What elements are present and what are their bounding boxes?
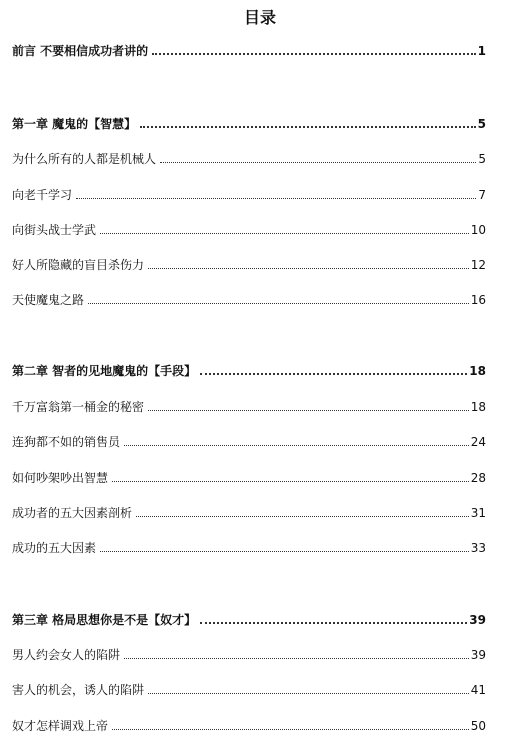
toc-entry-label: 为什么所有的人都是机械人	[12, 152, 157, 166]
toc-entry[interactable]	[12, 255, 486, 273]
toc-entry[interactable]	[12, 114, 486, 132]
toc-entry[interactable]	[12, 503, 486, 521]
toc-entry-page: 41	[470, 683, 486, 697]
toc-entry-page: 18	[470, 400, 486, 414]
toc-entry[interactable]	[12, 610, 486, 628]
toc-entry-page: 39	[469, 613, 486, 627]
dot-leader	[112, 481, 469, 482]
dot-leader	[112, 729, 469, 730]
toc-entry-page: 24	[470, 435, 486, 449]
toc-entry-page: 39	[470, 648, 486, 662]
dot-leader	[140, 126, 475, 128]
dot-leader	[200, 373, 467, 375]
dot-leader	[100, 551, 469, 552]
toc-entry-label: 第一章 魔鬼的【智慧】	[12, 117, 137, 131]
dot-leader	[100, 233, 469, 234]
toc-entry[interactable]	[12, 432, 486, 450]
toc-entry-page: 5	[478, 152, 486, 166]
toc-entry-label: 男人约会女人的陷阱	[12, 648, 121, 662]
toc-entry[interactable]	[12, 41, 486, 59]
toc-entry-label: 奴才怎样调戏上帝	[12, 719, 109, 733]
toc-entry[interactable]	[12, 397, 486, 415]
toc-entry-page: 10	[470, 223, 486, 237]
toc-entry-label: 第三章 格局思想你是不是【奴才】	[12, 613, 197, 627]
dot-leader	[148, 410, 469, 411]
toc-entry-label: 连狗都不如的销售员	[12, 435, 121, 449]
toc-entry-page: 7	[478, 188, 486, 202]
toc-entry-page: 1	[477, 44, 486, 58]
toc-entry[interactable]	[12, 716, 486, 734]
toc-entry-label: 天使魔鬼之路	[12, 293, 85, 307]
dot-leader	[76, 198, 476, 199]
toc-entry-page: 5	[477, 117, 486, 131]
dot-leader	[200, 622, 467, 624]
toc-entry-label: 好人所隐藏的盲目杀伤力	[12, 258, 145, 272]
toc-entry[interactable]	[12, 149, 486, 167]
toc-entry-page: 18	[469, 364, 486, 378]
toc-entry-page: 50	[470, 719, 486, 733]
toc-entry[interactable]	[12, 680, 486, 698]
toc-entry-label: 前言 不要相信成功者讲的	[12, 44, 149, 58]
dot-leader	[88, 303, 469, 304]
dot-leader	[152, 53, 475, 55]
toc-entry-page: 28	[470, 471, 486, 485]
page-title: 目录	[243, 8, 276, 27]
toc-entry[interactable]	[12, 220, 486, 238]
toc-entry-label: 成功者的五大因素剖析	[12, 506, 133, 520]
toc-entry-page: 33	[470, 541, 486, 555]
toc-entry-label: 向街头战士学武	[12, 223, 97, 237]
dot-leader	[124, 658, 469, 659]
dot-leader	[136, 516, 469, 517]
toc-entry[interactable]	[12, 468, 486, 486]
dot-leader	[148, 693, 469, 694]
toc-entry-label: 成功的五大因素	[12, 541, 97, 555]
toc-entry[interactable]	[12, 538, 486, 556]
toc-entry-page: 31	[470, 506, 486, 520]
dot-leader	[148, 268, 469, 269]
toc-entry-page: 16	[470, 293, 486, 307]
toc-entry[interactable]	[12, 290, 486, 308]
toc-entry[interactable]	[12, 361, 486, 379]
toc-entry-label: 第二章 智者的见地魔鬼的【手段】	[12, 364, 197, 378]
dot-leader	[124, 445, 469, 446]
toc-entry[interactable]	[12, 645, 486, 663]
toc-entry-page: 12	[470, 258, 486, 272]
toc-entry-label: 向老千学习	[12, 188, 73, 202]
toc-entry[interactable]	[12, 185, 486, 203]
toc-entry-label: 千万富翁第一桶金的秘密	[12, 400, 145, 414]
toc-entry-label: 害人的机会，诱人的陷阱	[12, 683, 145, 697]
toc-entry-label: 如何吵架吵出智慧	[12, 471, 109, 485]
dot-leader	[160, 162, 476, 163]
